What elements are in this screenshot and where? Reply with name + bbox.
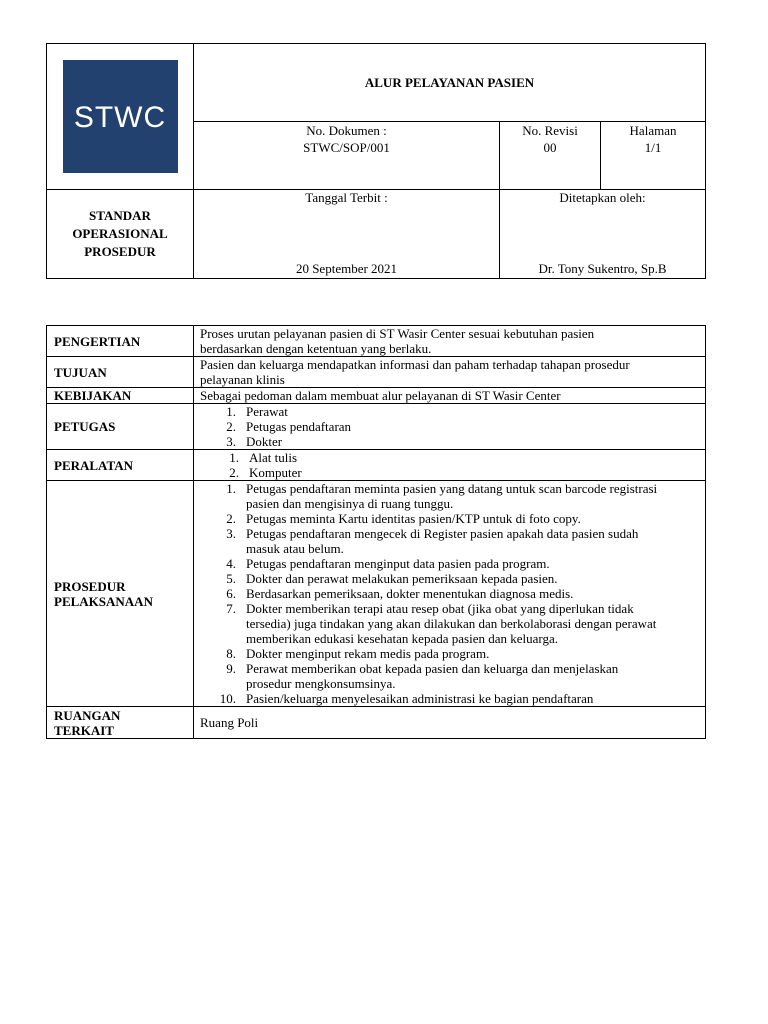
peralatan-list [194, 450, 705, 480]
document-title [194, 44, 706, 122]
list-item: 6. Berdasarkan pemeriksaan, dokter menentukan diagnosa medis. [226, 586, 574, 601]
sop-content-table [46, 325, 706, 739]
row-kebijakan [47, 388, 706, 404]
list-item: 2. Komputer [229, 465, 302, 480]
text-line: pelayanan klinis [200, 372, 285, 387]
row-ruangan [47, 707, 706, 739]
doc-number-cell [194, 122, 500, 190]
approved-by-cell [500, 190, 706, 279]
text-line: Pasien dan keluarga mendapatkan informasi dan paham terhadap tahapan prosedur [200, 357, 630, 372]
logo-text: STWC [73, 100, 167, 134]
approved-by-label: Ditetapkan oleh: [559, 190, 646, 205]
content-pengertian [194, 326, 706, 357]
label-prosedur: PROSEDUR PELAKSANAAN [47, 481, 194, 707]
stwc-logo [63, 60, 178, 173]
text-line: berdasarkan dengan ketentuan yang berlaku. [200, 341, 432, 356]
label-tujuan: TUJUAN [47, 357, 194, 388]
document-header-table [46, 43, 706, 279]
list-item: 3. Petugas pendaftaran mengecek di Register pasien apakah data pasien sudah masuk atau belum. [226, 526, 639, 556]
label-ruangan: RUANGAN TERKAIT [47, 707, 194, 739]
page-cell [601, 122, 706, 190]
row-petugas [47, 404, 706, 450]
row-prosedur [47, 481, 706, 707]
revision-label: No. Revisi [522, 123, 578, 138]
logo-cell [47, 44, 194, 190]
label-peralatan: PERALATAN [47, 450, 194, 481]
list-item: 7. Dokter memberikan terapi atau resep obat (jika obat yang diperlukan tidak tersedia) juga tindakan yang akan dilakukan dan berkolaborasi dengan perawat memberikan edukasi kesehatan kepada pasien dan keluarga. [226, 601, 657, 646]
petugas-list [194, 404, 705, 449]
sop-label-cell [47, 190, 194, 279]
row-tujuan [47, 357, 706, 388]
issue-date: 20 September 2021 [295, 261, 398, 276]
list-item: 2. Petugas pendaftaran [226, 419, 352, 434]
list-item: 4. Petugas pendaftaran menginput data pasien pada program. [226, 556, 550, 571]
list-item: 1. Perawat [226, 404, 288, 419]
content-tujuan [194, 357, 706, 388]
content-prosedur [194, 481, 706, 707]
list-item: 1. Alat tulis [229, 450, 298, 465]
content-petugas [194, 404, 706, 450]
list-item: 8. Dokter menginput rekam medis pada program. [226, 646, 490, 661]
content-ruangan: Ruang Poli [194, 707, 706, 739]
stwc-logo-mark [70, 97, 170, 137]
revision-cell [500, 122, 601, 190]
label-petugas: PETUGAS [47, 404, 194, 450]
content-kebijakan: Sebagai pedoman dalam membuat alur pelayanan di ST Wasir Center [194, 388, 706, 404]
sop-line-2: OPERASIONAL [72, 226, 168, 241]
prosedur-list [194, 481, 705, 706]
page-label: Halaman [629, 123, 677, 138]
label-pengertian: PENGERTIAN [47, 326, 194, 357]
approved-by-name: Dr. Tony Sukentro, Sp.B [538, 261, 667, 276]
issue-date-cell [194, 190, 500, 279]
list-item: 2. Petugas meminta Kartu identitas pasien/KTP untuk di foto copy. [226, 511, 581, 526]
row-pengertian [47, 326, 706, 357]
list-item: 3. Dokter [226, 434, 283, 449]
text-line: Proses urutan pelayanan pasien di ST Wasir Center sesuai kebutuhan pasien [200, 326, 595, 341]
list-item: 1. Petugas pendaftaran meminta pasien yang datang untuk scan barcode registrasi pasien dan mengisinya di ruang tunggu. [226, 481, 658, 511]
label-kebijakan: KEBIJAKAN [47, 388, 194, 404]
doc-number: STWC/SOP/001 [303, 140, 390, 155]
sop-line-3: PROSEDUR [84, 244, 156, 259]
doc-number-label: No. Dokumen : [306, 123, 387, 138]
issue-date-label: Tanggal Terbit : [305, 190, 388, 205]
content-peralatan [194, 450, 706, 481]
list-item: 9. Perawat memberikan obat kepada pasien dan keluarga dan menjelaskan prosedur mengkonsumsinya. [226, 661, 619, 691]
list-item: 5. Dokter dan perawat melakukan pemeriksaan kepada pasien. [226, 571, 558, 586]
revision-number: 00 [543, 140, 557, 155]
list-item: 10. Pasien/keluarga menyelesaikan administrasi ke bagian pendaftaran [219, 691, 594, 706]
document-title-text: ALUR PELAYANAN PASIEN [364, 74, 535, 90]
sop-line-1: STANDAR [89, 208, 151, 223]
page-number: 1/1 [644, 140, 662, 155]
row-peralatan [47, 450, 706, 481]
